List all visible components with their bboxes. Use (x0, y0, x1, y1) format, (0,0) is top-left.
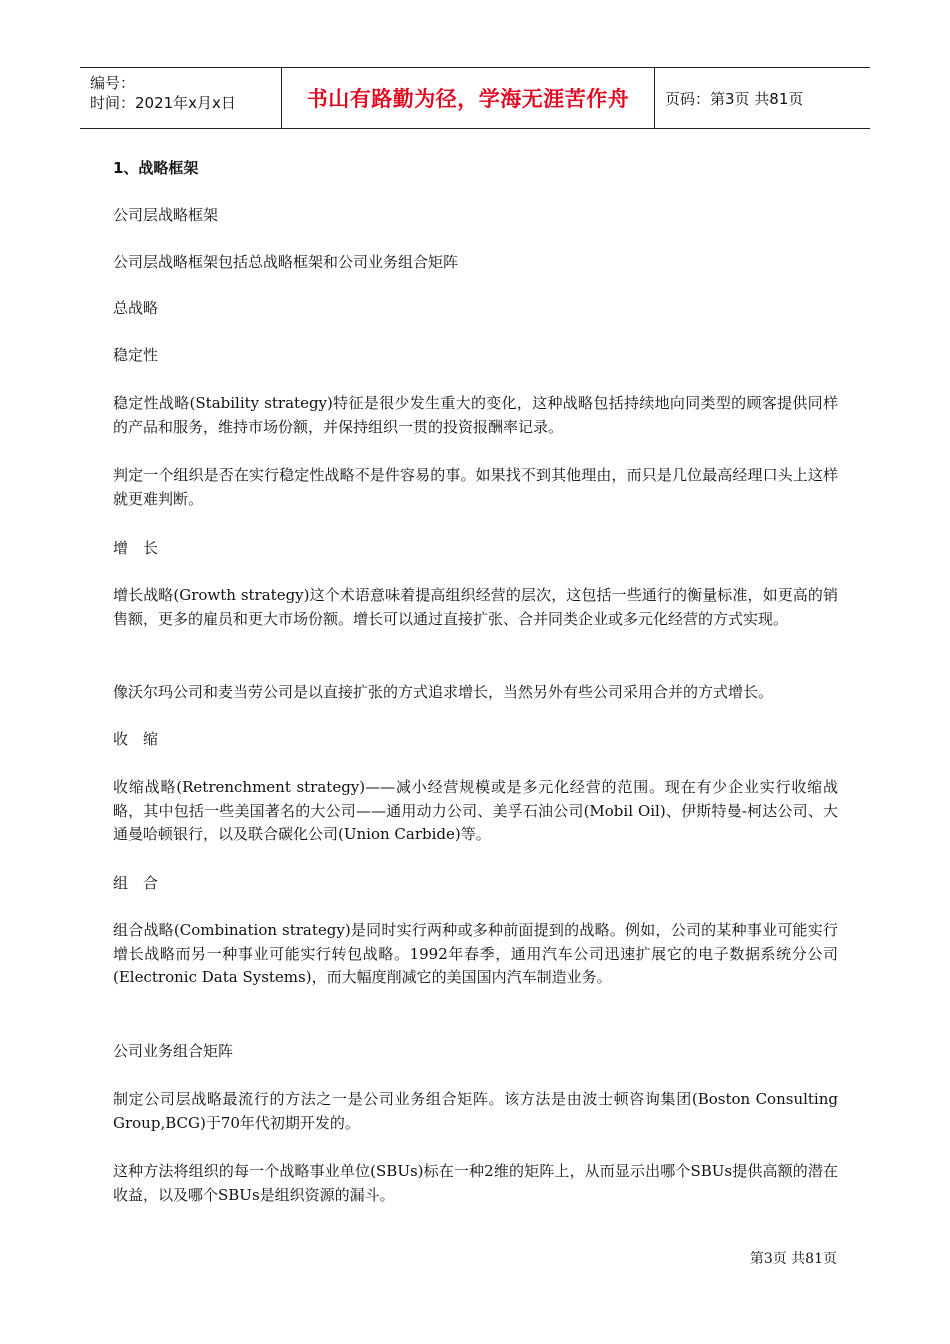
paragraph: 判定一个组织是否在实行稳定性战略不是件容易的事。如果找不到其他理由，而只是几位最高经理口头上这样就更难判断。 (113, 466, 838, 508)
paragraph: 收缩战略(Retrenchment strategy)——减小经营规模或是多元化经营的范围。现在有少企业实行收缩战略，其中包括一些美国著名的大公司——通用动力公司、美孚石油公司(Mobil Oil)、伊斯特曼-柯达公司、大通曼哈顿银行，以及联合碳化公司(Union Carbide)等。 (113, 778, 838, 843)
subsection-title: 稳定性 (113, 346, 159, 364)
document-time-label: 时间：2021年x月x日 (90, 94, 236, 112)
paragraph: 像沃尔玛公司和麦当劳公司是以直接扩张的方式追求增长，当然另外有些公司采用合并的方式增长。 (113, 683, 774, 701)
subsection-title: 总战略 (113, 299, 159, 317)
paragraph: 制定公司层战略最流行的方法之一是公司业务组合矩阵。该方法是由波士顿咨询集团(Boston Consulting Group,BCG)于70年代初期开发的。 (113, 1090, 838, 1132)
paragraph: 组合战略(Combination strategy)是同时实行两种或多种前面提到的战略。例如，公司的某种事业可能实行增长战略而另一种事业可能实行转包战略。1992年春季，通用汽车公司迅速扩展它的电子数据系统分公司(Electronic Data Systems)，而大幅度削减它的美国国内汽车制造业务。 (113, 921, 838, 986)
subsection-title: 公司业务组合矩阵 (113, 1042, 234, 1060)
subsection-title: 收 缩 (113, 730, 159, 748)
page-footer-number: 第3页 共81页 (749, 1251, 837, 1267)
paragraph: 稳定性战略(Stability strategy)特征是很少发生重大的变化，这种战略包括持续地向同类型的顾客提供同样的产品和服务，维持市场份额，并保持组织一贯的投资报酬率记录。 (113, 394, 838, 436)
subsection-title: 组 合 (113, 874, 159, 892)
header-info-cell (80, 68, 282, 128)
subsection-title: 公司层战略框架 (113, 206, 219, 224)
page-header (80, 67, 870, 129)
paragraph: 这种方法将组织的每一个战略事业单位(SBUs)标在一种2维的矩阵上，从而显示出哪个SBUs提供高额的潜在收益，以及哪个SBUs是组织资源的漏斗。 (113, 1162, 838, 1204)
subsection-title: 增 长 (113, 539, 159, 557)
header-motto: 书山有路勤为径，学海无涯苦作舟 (282, 68, 655, 128)
header-page-number: 页码：第3页 共81页 (665, 89, 804, 108)
document-number-label: 编号： (90, 74, 136, 92)
paragraph: 公司层战略框架包括总战略框架和公司业务组合矩阵 (113, 253, 459, 271)
paragraph: 增长战略(Growth strategy)这个术语意味着提高组织经营的层次，这包括一些通行的衡量标准，如更高的销售额，更多的雇员和更大市场份额。增长可以通过直接扩张、合并同类企业或多元化经营的方式实现。 (113, 586, 838, 628)
section-heading: 1、战略框架 (113, 159, 199, 177)
